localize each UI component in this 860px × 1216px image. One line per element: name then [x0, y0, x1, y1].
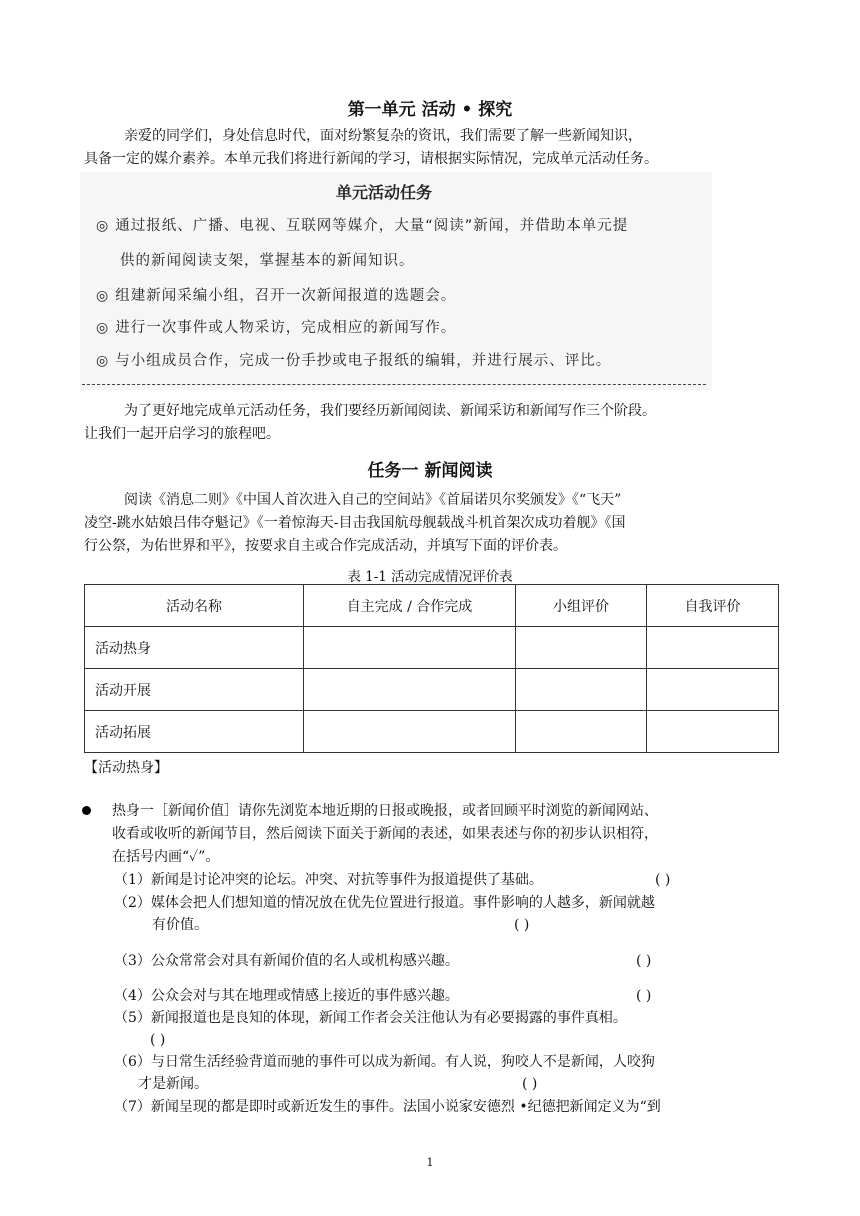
completion-cell[interactable]: [304, 711, 516, 753]
item-3: （3）公众常常会对具有新闻价值的名人或机构感兴趣。: [114, 953, 459, 969]
task-text: 进行一次事件或人物采访，完成相应的新闻写作。: [115, 320, 457, 336]
group-eval-cell[interactable]: [516, 711, 647, 753]
self-eval-cell[interactable]: [647, 627, 779, 669]
page-number: 1: [426, 1156, 434, 1169]
completion-cell[interactable]: [304, 669, 516, 711]
circle-mark-icon: ◎: [96, 353, 110, 369]
answer-paren[interactable]: ( ): [150, 1032, 166, 1048]
answer-paren[interactable]: ( ): [636, 988, 652, 1004]
item-7: （7）新闻呈现的都是即时或新近发生的事件。法国小说家安德烈 •纪德把新闻定义为“到: [114, 1099, 661, 1115]
answer-paren[interactable]: ( ): [522, 1076, 538, 1092]
answer-paren[interactable]: ( ): [655, 872, 671, 888]
group-eval-cell[interactable]: [516, 669, 647, 711]
task-line-3: [96, 316, 456, 337]
self-eval-cell[interactable]: [647, 669, 779, 711]
header-activity-name: 活动名称: [85, 585, 304, 627]
item-5: （5）新闻报道也是良知的体现，新闻工作者会关注他认为有必要揭露的事件真相。: [114, 1010, 627, 1026]
task-line-2: [96, 284, 456, 305]
answer-paren[interactable]: ( ): [636, 953, 652, 969]
header-completion-mode: 自主完成 / 合作完成: [304, 585, 516, 627]
circle-mark-icon: ◎: [96, 218, 110, 234]
stages-line-1: 为了更好地完成单元活动任务，我们要经历新闻阅读、新闻采访和新闻写作三个阶段。: [124, 403, 656, 419]
item-6-cont: 才是新闻。: [138, 1076, 208, 1092]
header-group-eval: 小组评价: [516, 585, 647, 627]
item-1: （1）新闻是讨论冲突的论坛。冲突、对抗等事件为报道提供了基础。: [114, 872, 543, 888]
unit-title: 第一单元 活动 • 探究: [347, 100, 513, 120]
table-header-row: [85, 585, 779, 627]
evaluation-table: [84, 584, 779, 753]
task-line-4: [96, 349, 611, 370]
self-eval-cell[interactable]: [647, 711, 779, 753]
task1-title: 任务一 新闻阅读: [367, 461, 493, 481]
table-caption: 表 1-1 活动完成情况评价表: [347, 569, 513, 585]
item-2: （2）媒体会把人们想知道的情况放在优先位置进行报道。事件影响的人越多，新闻就越: [114, 895, 655, 911]
header-self-eval: 自我评价: [647, 585, 779, 627]
dotted-divider: [82, 384, 706, 385]
warmup-label: 【活动热身】: [84, 760, 168, 776]
task-text: 组建新闻采编小组，召开一次新闻报道的选题会。: [115, 288, 457, 304]
task-text: 通过报纸、广播、电视、互联网等媒介，大量“阅读”新闻，并借助本单元提: [115, 218, 629, 234]
intro-line-2: 具备一定的媒介素养。本单元我们将进行新闻的学习，请根据实际情况，完成单元活动任务。: [84, 151, 658, 167]
circle-mark-icon: ◎: [96, 320, 110, 336]
row-activity-name: 活动开展: [85, 669, 304, 711]
table-row: [85, 627, 779, 669]
item-4: （4）公众会对与其在地理或情感上接近的事件感兴趣。: [114, 988, 459, 1004]
bullet-icon: [82, 806, 91, 815]
completion-cell[interactable]: [304, 627, 516, 669]
task-text: 与小组成员合作，完成一份手抄或电子报纸的编辑，并进行展示、评比。: [115, 353, 612, 369]
answer-paren[interactable]: ( ): [514, 917, 530, 933]
task1-intro-line-2: 凌空-跳水姑娘吕伟夺魁记》《一着惊海天-目击我国航母舰载战斗机首架次成功着舰》《国: [84, 515, 626, 531]
item-6: （6）与日常生活经验背道而驰的事件可以成为新闻。有人说，狗咬人不是新闻，人咬狗: [114, 1054, 655, 1070]
intro-line-1: 亲爱的同学们，身处信息时代，面对纷繁复杂的资讯，我们需要了解一些新闻知识，: [124, 128, 642, 144]
task1-intro-line-1: 阅读《消息二则》《中国人首次进入自己的空间站》《首届诺贝尔奖颁发》《“飞天”: [124, 492, 622, 508]
row-activity-name: 活动热身: [85, 627, 304, 669]
group-eval-cell[interactable]: [516, 627, 647, 669]
task-line-1: [96, 214, 628, 235]
warmup-line-2: 收看或收听的新闻节目，然后阅读下面关于新闻的表述，如果表述与你的初步认识相符，: [112, 826, 658, 842]
unit-tasks-heading: 单元活动任务: [336, 183, 433, 202]
table-row: [85, 669, 779, 711]
stages-line-2: 让我们一起开启学习的旅程吧。: [84, 426, 280, 442]
item-2-cont: 有价值。: [152, 917, 208, 933]
row-activity-name: 活动拓展: [85, 711, 304, 753]
table-row: [85, 711, 779, 753]
warmup-line-1: 热身一［新闻价值］请你先浏览本地近期的日报或晚报，或者回顾平时浏览的新闻网站、: [112, 803, 658, 819]
task1-intro-line-3: 行公祭，为佑世界和平》，按要求自主或合作完成活动，并填写下面的评价表。: [84, 538, 567, 554]
task-text: 供的新闻阅读支架，掌握基本的新闻知识。: [120, 253, 415, 269]
warmup-line-3: 在括号内画“✓”。: [112, 849, 220, 865]
circle-mark-icon: ◎: [96, 288, 110, 304]
task-line-1-cont: [120, 249, 415, 270]
